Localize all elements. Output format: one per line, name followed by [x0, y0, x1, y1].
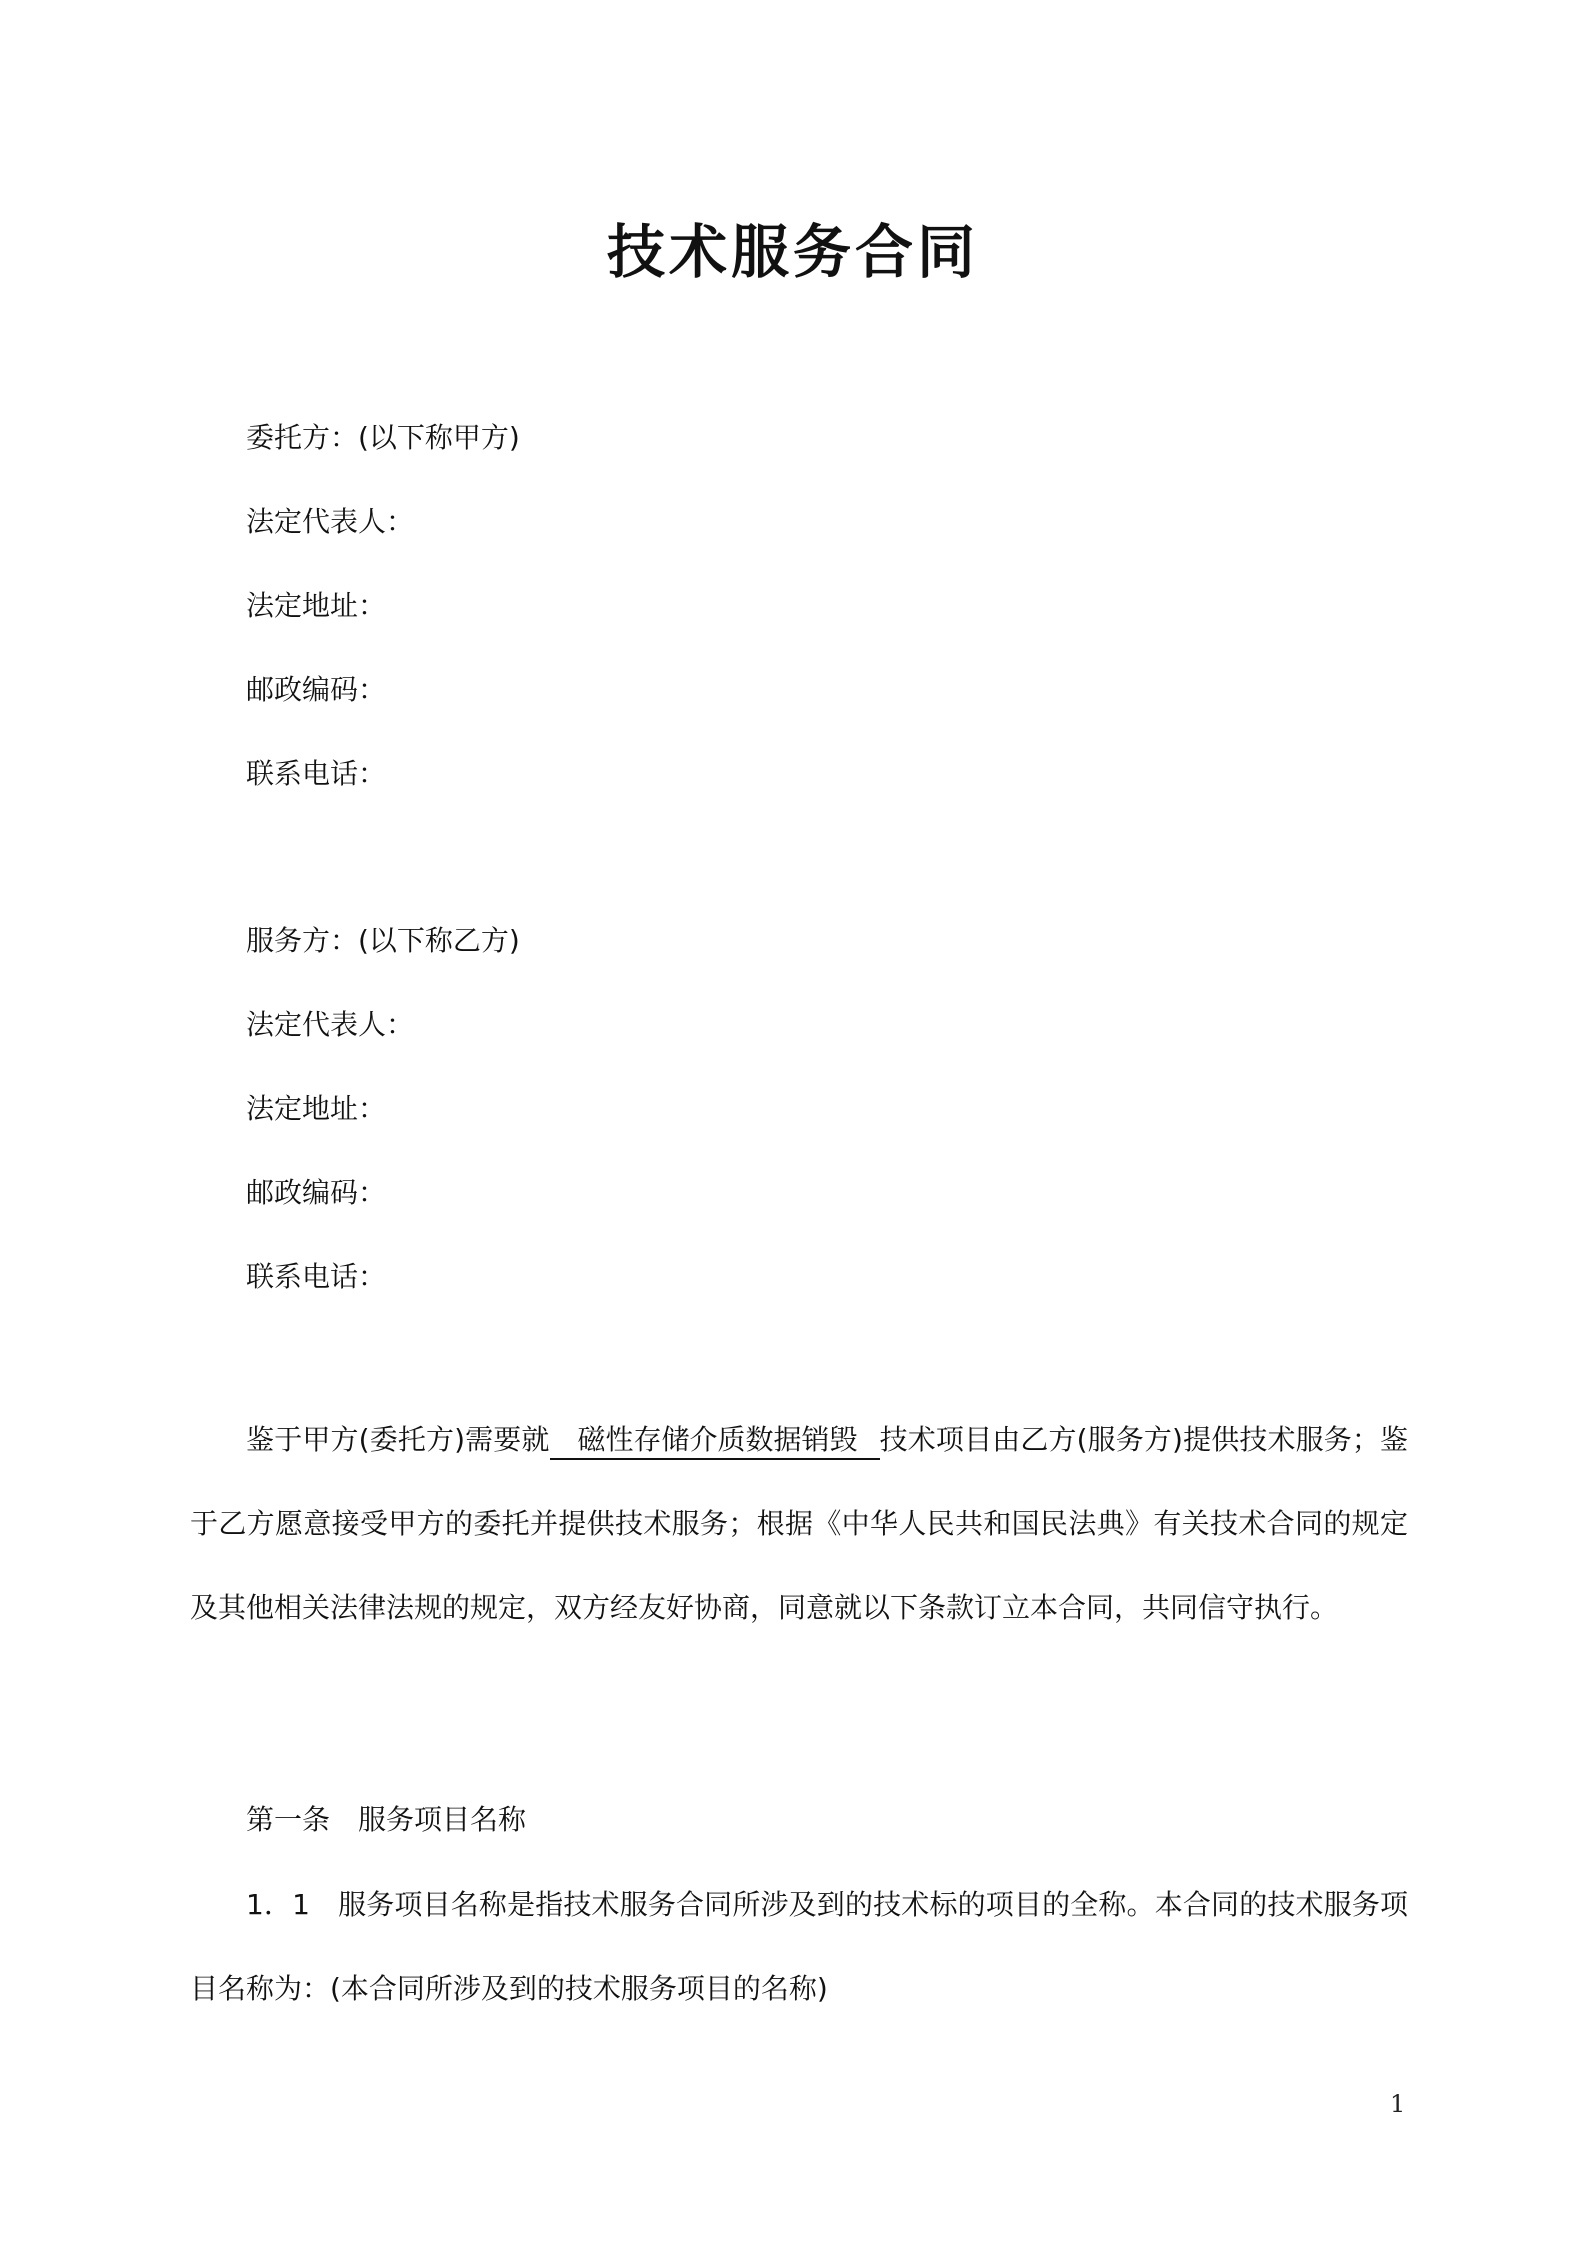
- clause-1-1-paragraph: [190, 1863, 1408, 2031]
- client-heading: 委托方：(以下称甲方): [246, 421, 520, 454]
- client-postal-code-label: 邮政编码：: [246, 673, 387, 706]
- page-number: 1: [1390, 2090, 1406, 2118]
- preamble-lead-text: 鉴于甲方(委托方)需要就: [246, 1423, 550, 1456]
- provider-postal-code-label: 邮政编码：: [246, 1176, 387, 1209]
- article-1-number: 第一条: [246, 1803, 331, 1836]
- provider-phone-label: 联系电话：: [246, 1260, 387, 1293]
- preamble-body-text: 技术项目由乙方(服务方)提供技术服务；鉴于乙方愿意接受甲方的委托并提供技术服务；根据《中华人民共和国民法典》有关技术合同的规定及其他相关法律法规的规定，双方经友好协商，同意就以下条款订立本合同，共同信守执行。: [190, 1423, 1408, 1624]
- provider-legal-representative-label: 法定代表人：: [246, 1008, 415, 1041]
- page-title: 技术服务合同: [606, 218, 979, 286]
- client-legal-address-label: 法定地址：: [246, 589, 387, 622]
- preamble-paragraph: [190, 1398, 1408, 1650]
- provider-heading: 服务方：(以下称乙方): [246, 924, 520, 957]
- service-item-blank: 磁性存储介质数据销毁: [550, 1422, 880, 1460]
- client-legal-representative-label: 法定代表人：: [246, 505, 415, 538]
- provider-legal-address-label: 法定地址：: [246, 1092, 387, 1125]
- clause-1-1-number: 1．1: [246, 1888, 310, 1921]
- clause-1-1-text: 服务项目名称是指技术服务合同所涉及到的技术标的项目的全称。本合同的技术服务项目名称为：(本合同所涉及到的技术服务项目的名称): [190, 1888, 1408, 2005]
- article-1-heading: [246, 1800, 526, 1840]
- article-1-title: 服务项目名称: [358, 1803, 527, 1836]
- client-phone-label: 联系电话：: [246, 757, 387, 790]
